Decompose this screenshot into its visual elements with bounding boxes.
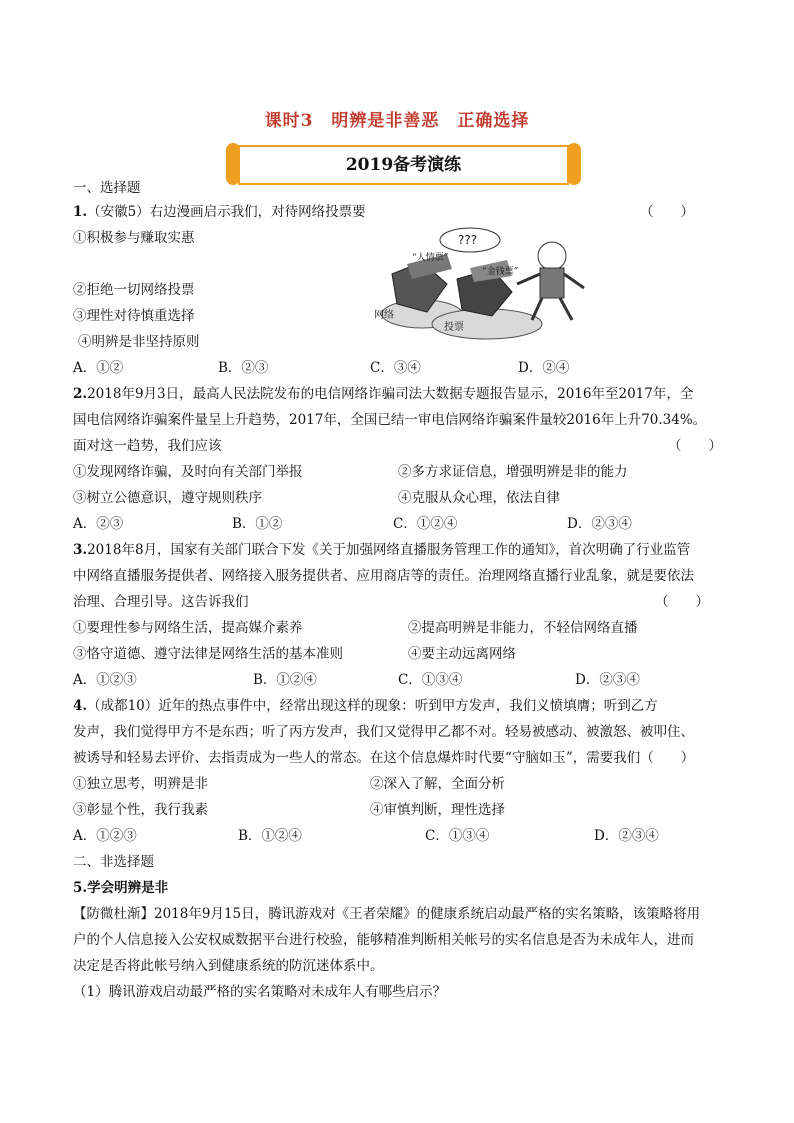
question-4-line-3: 被诱导和轻易去评价、去指责成为一些人的常态。在这个信息爆炸时代要“守脑如玉”，需要我们（ ）	[73, 750, 695, 766]
option-4: ④明辨是非坚持原则	[78, 334, 200, 350]
question-2-line-2: 国电信网络诈骗案件量呈上升趋势，2017年，全国已结一审电信网络诈骗案件量较2016年上升70.34%。	[73, 412, 707, 428]
question-2-line-3: 面对这一趋势，我们应该	[73, 438, 222, 454]
choice-b: B．①②④	[253, 672, 317, 688]
section-heading-nonchoice: 二、非选择题	[73, 854, 154, 870]
question-1-stem	[73, 200, 366, 220]
tag-wangluo: 网络	[374, 310, 394, 321]
choice-d: D．②③④	[594, 828, 659, 844]
option-3: ③彰显个性，我行我素	[73, 802, 208, 818]
choice-a: A．①②	[73, 360, 124, 376]
section-banner	[226, 143, 581, 185]
question-3-line-1	[73, 538, 690, 558]
option-2: ②拒绝一切网络投票	[73, 282, 195, 298]
question-4-line-2: 发声，我们觉得甲方不是东西；听了丙方发声，我们又觉得甲乙都不对。轻易被感动、被激怒、被叩住、	[73, 724, 694, 740]
question-5-sub-1: （1）腾讯游戏启动最严格的实名策略对未成年人有哪些启示？	[73, 984, 447, 1000]
option-3: ③理性对待慎重选择	[73, 308, 195, 324]
option-4: ④审慎判断，理性选择	[370, 802, 505, 818]
answer-paren: （ ）	[668, 438, 722, 454]
question-text: 2018年9月3日，最高人民法院发布的电信网络诈骗司法大数据专题报告显示，2016年至2017年，全	[87, 386, 694, 402]
question-5-title: 5.学会明辨是非	[73, 880, 169, 896]
question-text: （成都10）近年的热点事件中，经常出现这样的现象：听到甲方发声，我们义愤填膺；听到乙方	[87, 698, 658, 714]
option-4: ④要主动远离网络	[408, 646, 516, 662]
option-1: ①要理性参与网络生活，提高媒介素养	[73, 620, 303, 636]
bubble-text: ???	[458, 233, 478, 247]
choice-c: C．③④	[370, 360, 421, 376]
question-number: 1.	[73, 204, 88, 220]
choice-b: B．①②	[232, 516, 283, 532]
choice-c: C．①③④	[398, 672, 463, 688]
cartoon-drawing	[352, 224, 592, 342]
option-1: ①积极参与赚取实惠	[73, 230, 195, 246]
choice-a: A．①②③	[73, 672, 137, 688]
question-3-line-3: 治理、合理引导。这告诉我们	[73, 594, 249, 610]
option-2: ②深入了解，全面分析	[370, 776, 505, 792]
answer-paren: （ ）	[655, 594, 709, 610]
question-number: 3.	[73, 542, 88, 558]
option-1: ①发现网络诈骗，及时向有关部门举报	[73, 464, 303, 480]
option-4: ④克服从众心理，依法自律	[398, 490, 560, 506]
tag-toupiao: 投票	[444, 322, 464, 333]
question-4-line-1	[73, 694, 658, 714]
label-jinqian: “金钱票”	[482, 267, 519, 277]
option-2: ②多方求证信息，增强明辨是非的能力	[398, 464, 628, 480]
question-5-line-3: 决定是否将此帐号纳入到健康系统的防沉迷体系中。	[73, 958, 384, 974]
choice-c: C．①③④	[425, 828, 490, 844]
choice-d: D．②③④	[575, 672, 640, 688]
option-1: ①独立思考，明辨是非	[73, 776, 208, 792]
question-2-line-1	[73, 382, 693, 402]
choice-a: A．②③	[73, 516, 124, 532]
question-5-line-2: 户的个人信息接入公安权威数据平台进行校验，能够精准判断相关帐号的实名信息是否为未成年人，进而	[73, 932, 694, 948]
page-title: 课时3 明辨是非善恶 正确选择	[264, 111, 530, 131]
question-text: （安徽5）右边漫画启示我们，对待网络投票要	[87, 204, 366, 220]
choice-d: D．②③④	[567, 516, 632, 532]
choice-d: D．②④	[518, 360, 570, 376]
question-3-line-2: 中网络直播服务提供者、网络接入服务提供者、应用商店等的责任。治理网络直播行业乱象，就是要依法	[73, 568, 694, 584]
answer-paren: （ ）	[640, 204, 694, 220]
banner-right-cap	[567, 143, 581, 185]
section-heading-choice: 一、选择题	[73, 180, 141, 196]
option-3: ③恪守道德、遵守法律是网络生活的基本准则	[73, 646, 343, 662]
choice-b: B．②③	[218, 360, 269, 376]
option-2: ②提高明辨是非能力，不轻信网络直播	[408, 620, 638, 636]
question-text: 2018年8月，国家有关部门联合下发《关于加强网络直播服务管理工作的通知》，首次明确了行业监管	[87, 542, 691, 558]
banner-label: 2019备考演练	[238, 145, 569, 185]
option-3: ③树立公德意识，遵守规则秩序	[73, 490, 262, 506]
choice-c: C．①②④	[393, 516, 458, 532]
choice-a: A．①②③	[73, 828, 137, 844]
question-5-line-1: 【防微杜渐】2018年9月15日，腾讯游戏对《王者荣耀》的健康系统启动最严格的实名策略，该策略将用	[73, 906, 701, 922]
cartoon-illustration	[352, 224, 592, 342]
question-number: 2.	[73, 386, 88, 402]
choice-b: B．①②④	[238, 828, 302, 844]
question-number: 4.	[73, 698, 88, 714]
label-renqing: “人情票”	[412, 253, 449, 263]
